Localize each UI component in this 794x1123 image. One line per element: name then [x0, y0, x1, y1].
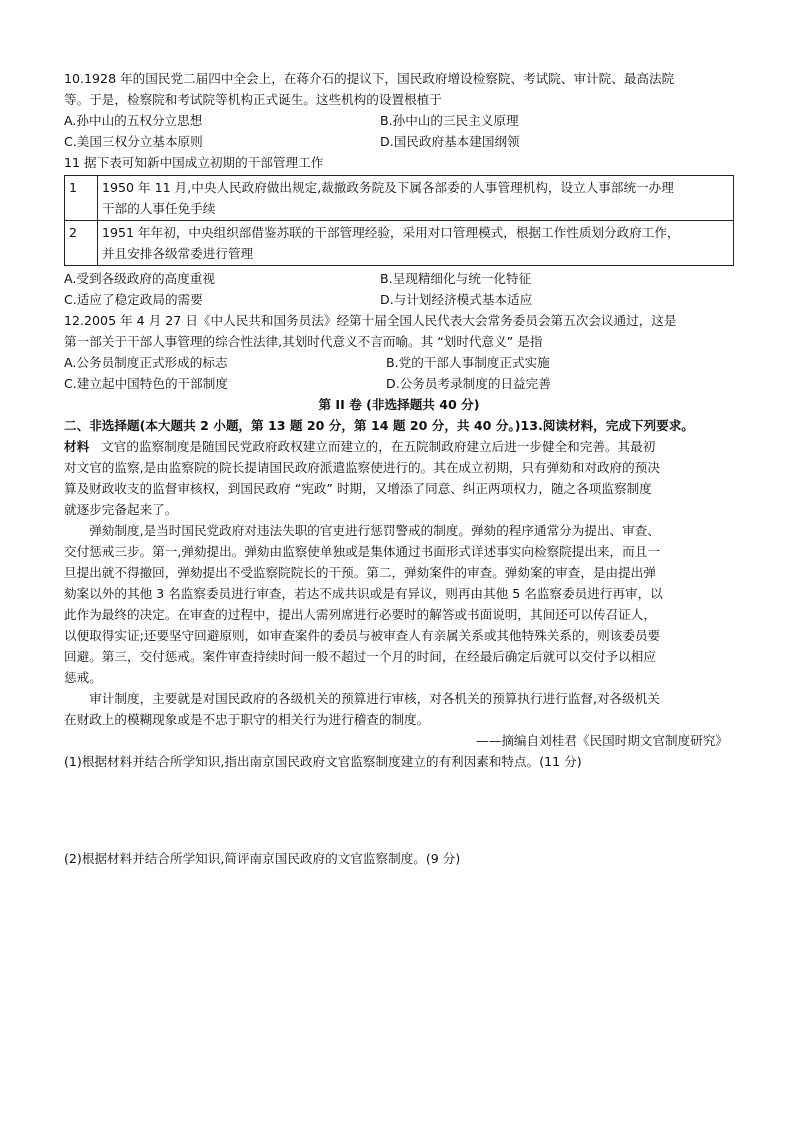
q10-options-row-1 — [64, 110, 734, 131]
q10-option-a[interactable]: A.孙中山的五权分立思想 — [64, 113, 203, 128]
answer-space-1[interactable] — [64, 772, 734, 848]
sub-question-1: (1)根据材料并结合所学知识,指出南京国民政府文官监察制度建立的有利因素和特点。(11 分) — [64, 754, 582, 769]
table-cell-text — [98, 176, 734, 221]
material-p1-line-1-text: 文官的监察制度是随国民党政府政权建立而建立的，在五院制政府建立后进一步健全和完善。其最初 — [101, 439, 656, 454]
q11-stem: 11 据下表可知新中国成立初期的干部管理工作 — [64, 155, 324, 170]
material-p2-line-7: 回避。第三，交付惩戒。案件审查持续时间一般不超过一个月的时间，在经最后确定后就可以交付予以相应 — [64, 649, 656, 664]
material-p3-line-1: 审计制度，主要就是对国民政府的各级机关的预算进行审核，对各机关的预算执行进行监督,对各级机关 — [89, 691, 660, 706]
material-p2-line-3: 旦提出就不得撤回，弹劾提出不受监察院院长的干预。第二，弹劾案件的审查。弹劾案的审查，是由提出弹 — [64, 565, 656, 580]
table-cell-text — [98, 221, 734, 266]
q11-options-row-2 — [64, 289, 734, 310]
material-p3-line-2: 在财政上的模糊现象或是不忠于职守的相关行为进行稽查的制度。 — [64, 712, 430, 727]
material-source: ——摘编自刘桂君《民国时期文官制度研究》 — [476, 733, 728, 748]
q12-options-row-1 — [64, 352, 734, 373]
section-2-title: 第 II 卷 (非选择题共 40 分) — [318, 397, 480, 412]
q10-option-d[interactable]: D.国民政府基本建国纲领 — [380, 134, 520, 149]
q12-option-d[interactable]: D.公务员考录制度的日益完善 — [386, 376, 551, 391]
material-p2-line-4: 劾案以外的其他 3 名监察委员进行审查，若达不成共识或是有异议，则再由其他 5 名监察委员进行再审，以 — [64, 586, 663, 601]
sub-question-2: (2)根据材料并结合所学知识,简评南京国民政府的文官监察制度。(9 分) — [64, 851, 461, 866]
question-10 — [64, 68, 734, 152]
material-p1-line-3: 算及财政收支的监督审核权，到国民政府 “宪政” 时期，又增添了同意、纠正两项权力，随之各项监察制度 — [64, 481, 652, 496]
q10-stem-line-2: 等。于是，检察院和考试院等机构正式诞生。这些机构的设置根植于 — [64, 92, 442, 107]
q11-option-a[interactable]: A.受到各级政府的高度重视 — [64, 271, 215, 286]
table-cell-num: 1 — [65, 176, 98, 221]
q12-option-b[interactable]: B.党的干部人事制度正式实施 — [386, 355, 550, 370]
q11-table — [64, 175, 734, 266]
material-p2-line-5: 此作为最终的决定。在审查的过程中，提出人需列席进行必要时的解答或书面说明，其间还可以传召证人， — [64, 607, 656, 622]
question-12 — [64, 310, 734, 394]
question-11 — [64, 152, 734, 310]
section-2-header: 二、非选择题(本大题共 2 小题，第 13 题 20 分，第 14 题 20 分，共 40 分。)13.阅读材料，完成下列要求。 — [64, 418, 694, 433]
q11-option-d[interactable]: D.与计划经济模式基本适应 — [380, 292, 533, 307]
q12-stem-line-2: 第一部关于干部人事管理的综合性法律,其划时代意义不言而喻。其 “划时代意义” 是指 — [64, 334, 543, 349]
exam-page — [64, 68, 734, 869]
table-cell-num: 2 — [65, 221, 98, 266]
table-row — [65, 176, 734, 221]
material-p2-line-2: 交付惩戒三步。第一,弹劾提出。弹劾由监察使单独或是集体通过书面形式详述事实向检察院提出来，而且一 — [64, 544, 660, 559]
q11-option-c[interactable]: C.适应了稳定政局的需要 — [64, 292, 203, 307]
row-2-line-2: 并且安排各级常委进行管理 — [102, 246, 254, 261]
q10-stem-line-1: 10.1928 年的国民党二届四中全会上，在蒋介石的提议下，国民政府增设检察院、考试院、审计院、最高法院 — [64, 71, 675, 86]
row-2-line-1: 1951 年年初，中央组织部借鉴苏联的干部管理经验，采用对口管理模式，根据工作性质划分政府工作， — [102, 225, 680, 240]
material-p2-line-1: 弹劾制度,是当时国民党政府对违法失职的官吏进行惩罚警戒的制度。弹劾的程序通常分为提出、审查、 — [89, 523, 660, 538]
q12-options-row-2 — [64, 373, 734, 394]
material-p2-line-6: 以便取得实证;还要坚守回避原则，如审查案件的委员与被审查人有亲属关系或其他特殊关系的，则该委员要 — [64, 628, 661, 643]
table-row — [65, 221, 734, 266]
material-p2-line-8: 惩戒。 — [64, 670, 102, 685]
material-p1-line-1 — [64, 436, 734, 457]
q10-options-row-2 — [64, 131, 734, 152]
q12-option-a[interactable]: A.公务员制度正式形成的标志 — [64, 355, 228, 370]
row-1-line-2: 干部的人事任免手续 — [102, 201, 216, 216]
q10-option-c[interactable]: C.美国三权分立基本原则 — [64, 134, 203, 149]
q10-option-b[interactable]: B.孙中山的三民主义原理 — [380, 113, 519, 128]
row-1-line-1: 1950 年 11 月,中央人民政府做出规定,裁撤政务院及下属各部委的人事管理机构，设立人事部统一办理 — [102, 180, 674, 195]
q11-option-b[interactable]: B.呈现精细化与统一化特征 — [380, 271, 532, 286]
material-p1-line-4: 就逐步完备起来了。 — [64, 502, 178, 517]
q12-stem-line-1: 12.2005 年 4 月 27 日《中人民共和国务员法》经第十届全国人民代表大会常务委员会第五次会议通过，这是 — [64, 313, 677, 328]
material-p1-line-2: 对文官的监察,是由监察院的院长提请国民政府派遣监察使进行的。其在成立初期，只有弹劾和对政府的预决 — [64, 460, 660, 475]
q11-options-row-1 — [64, 268, 734, 289]
material-block — [64, 436, 734, 751]
q12-option-c[interactable]: C.建立起中国特色的干部制度 — [64, 376, 228, 391]
material-label: 材料 — [64, 439, 90, 454]
